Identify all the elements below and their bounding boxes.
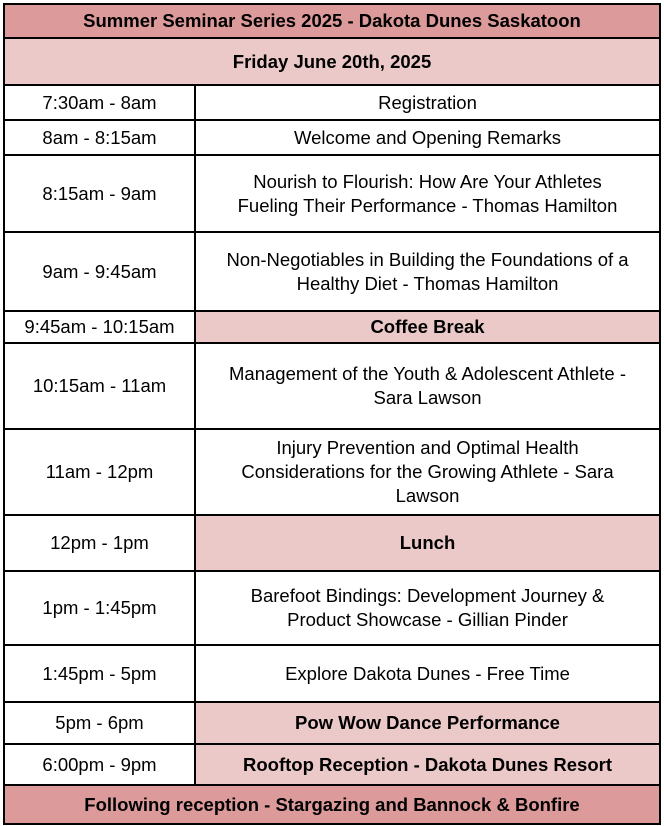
coffee-break-cell: Coffee Break (195, 311, 660, 343)
time-cell: 5pm - 6pm (4, 702, 195, 744)
event-cell (195, 571, 660, 645)
time-cell: 9:45am - 10:15am (4, 311, 195, 343)
footer-row (4, 785, 660, 824)
lunch-cell: Lunch (195, 515, 660, 571)
table-row (4, 120, 660, 155)
time-cell: 9am - 9:45am (4, 232, 195, 311)
schedule-date: Friday June 20th, 2025 (4, 38, 660, 85)
event-line: Considerations for the Growing Athlete - Sara (241, 461, 614, 482)
event-cell (195, 155, 660, 232)
time-cell: 1:45pm - 5pm (4, 645, 195, 702)
table-row (4, 429, 660, 515)
reception-cell: Rooftop Reception - Dakota Dunes Resort (195, 744, 660, 785)
time-cell: 11am - 12pm (4, 429, 195, 515)
table-row (4, 343, 660, 429)
event-cell (195, 232, 660, 311)
event-line: Injury Prevention and Optimal Health (276, 437, 579, 458)
event-cell: Explore Dakota Dunes - Free Time (195, 645, 660, 702)
event-cell: Registration (195, 85, 660, 120)
time-cell: 12pm - 1pm (4, 515, 195, 571)
pow-wow-cell: Pow Wow Dance Performance (195, 702, 660, 744)
event-line: Healthy Diet - Thomas Hamilton (296, 272, 559, 294)
table-row (4, 515, 660, 571)
title-row (4, 4, 660, 38)
schedule-footer: Following reception - Stargazing and Bannock & Bonfire (4, 785, 660, 824)
schedule-title: Summer Seminar Series 2025 - Dakota Dunes Saskatoon (4, 4, 660, 38)
time-cell: 7:30am - 8am (4, 85, 195, 120)
table-row (4, 155, 660, 232)
date-row (4, 38, 660, 85)
event-line: Fueling Their Performance - Thomas Hamilton (237, 194, 618, 216)
time-cell: 10:15am - 11am (4, 343, 195, 429)
event-line: Sara Lawson (373, 387, 482, 408)
table-row (4, 232, 660, 311)
event-cell: Welcome and Opening Remarks (195, 120, 660, 155)
time-cell: 6:00pm - 9pm (4, 744, 195, 785)
time-cell: 8am - 8:15am (4, 120, 195, 155)
schedule-table (3, 3, 661, 825)
event-line: Management of the Youth & Adolescent Athlete - (229, 363, 627, 384)
event-line: Lawson (395, 485, 460, 506)
event-line: Barefoot Bindings: Development Journey & (250, 585, 605, 606)
time-cell: 1pm - 1:45pm (4, 571, 195, 645)
event-cell (195, 343, 660, 429)
table-row (4, 645, 660, 702)
table-row (4, 85, 660, 120)
event-line: Product Showcase - Gillian Pinder (287, 609, 568, 630)
table-row (4, 702, 660, 744)
event-cell (195, 429, 660, 515)
table-row (4, 571, 660, 645)
event-line: Nourish to Flourish: How Are Your Athletes (253, 170, 602, 192)
table-row (4, 311, 660, 343)
event-line: Non-Negotiables in Building the Foundations of a (226, 248, 629, 270)
table-row (4, 744, 660, 785)
time-cell: 8:15am - 9am (4, 155, 195, 232)
